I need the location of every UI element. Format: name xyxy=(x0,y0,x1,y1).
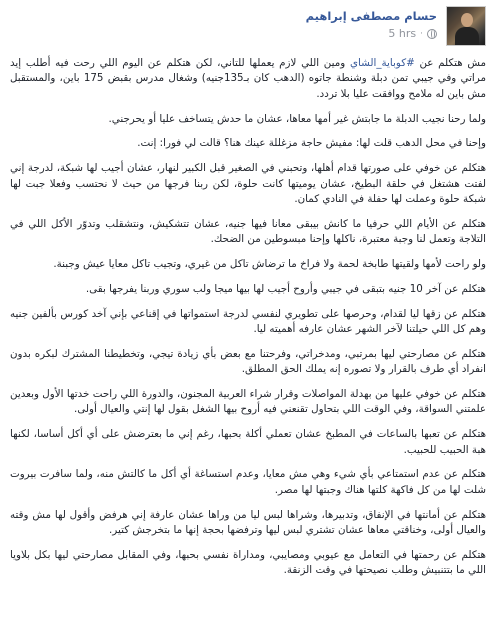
post-paragraph: هتكلم عن خوفي على صورتها قدام أهلها، وتحبني في الصغير قبل الكبير لنهار، عشان أجيب لها شبكة، لدرجة إني لفتت هشتغل في حلقة البطيخ، عشان يوميتها كانت حلوة، لكن ربنا فرجها من حيث لا نحتسب وفعلا جبت لها شبكة حلوة وعملت لها حفلة في النادي كمان. xyxy=(10,162,486,206)
hashtag-link[interactable]: #كوباية_الشاي xyxy=(349,57,415,69)
post-header xyxy=(10,6,486,56)
post-paragraph: وإحنا في محل الدهب قلت لها: مفيش حاجة مزغللة عينك هنا؟ قالت لي فورا: إنت. xyxy=(137,137,486,150)
post-paragraph: هتكلم عن آخر 10 جنيه بتبقى في جيبي وأروح أجيب لها بيها ميجا ولب سوري وربنا يفرجها بقى. xyxy=(85,282,486,295)
paragraph-text: مش هتكلم عن xyxy=(414,57,486,69)
author-name-link[interactable]: حسام مصطفى إبراهيم xyxy=(305,9,437,23)
post-paragraph: هتكلم عن رحمتها في التعامل مع عيوبي ومصايبي، ومداراة نفسي بحبها، وفي المقابل مصارحتي ليها بكل بلاويا اللي ما بتتنبيش وطلب نصيحتها في وقت الزنقة. xyxy=(10,548,486,577)
globe-icon[interactable] xyxy=(427,29,437,39)
avatar-face-shape xyxy=(461,13,473,27)
post-meta xyxy=(306,6,437,40)
post-timestamp-row xyxy=(306,27,437,40)
separator-dot: · xyxy=(420,28,423,39)
post-paragraph: هتكلم عن عدم استمتاعي بأي شيء وهي مش معايا، وعدم استساغة أي أكل ما كالتش منه، ولما سافرت بيروت شلت لها من كل فاكهة كلتها هناك وجبتها لها مصر. xyxy=(10,468,486,496)
post-body xyxy=(10,56,486,579)
post-paragraph: هتكلم عن الأيام اللي حرفيا ما كانش بيبقى معانا فيها جنيه، عشان تتشكيش، ونتشقلب وتدوّر الأكل اللي في التلاجة وتعمل لنا وجبة معتبرة، ناكلها وإحنا مبسوطين من الضحك. xyxy=(10,217,486,246)
post-paragraph: هتكلم عن مصارحتي ليها بمرتبي، ومدخراتي، وفرحتنا مع بعض بأي زيادة تيجي، وتخطيطنا المشترك لبكره بدون انفراد أي طرف بالقرار ولا تصوره إنه يملك الحق المطلق. xyxy=(10,347,486,376)
avatar-body-shape xyxy=(455,27,479,46)
post-paragraph: هتكلم عن خوفي عليها من بهدلة المواصلات وقرار شراء العربية المجنون، والدورة اللي راحت خدتها الأول وبعدين علمتني السواقة، وفي الوقت اللي بتحاول تقنعني فيه أروح بيها الشغل بقول لها إنتي والعيال أولى. xyxy=(10,388,486,416)
post-timestamp-link[interactable]: 5 hrs xyxy=(388,27,417,40)
author-avatar[interactable] xyxy=(446,6,486,46)
post-paragraph: ولما رحنا نجيب الدبلة ما جابتش غير أمها معاها، عشان ما حدش يتساخف عليا أو يحرجني. xyxy=(108,112,486,125)
post-paragraph: هتكلم عن زقها ليا لقدام، وحرصها على تطويري لنفسي لدرجة استمواتها في إقناعي بإني آخد كورس بألفين جنيه وهم كل اللي حيلتنا لآخر الشهر عشان عارفه أهميته ليا. xyxy=(10,307,486,336)
post-paragraph: هتكلم عن تعبها بالساعات في المطبخ عشان تعملي أكلة بحبها، رغم إني ما بعترضش على أي أكل أساسا، لكنها هبة الحبيب للحبيب. xyxy=(10,428,486,456)
post-paragraph: ولو راحت لأمها ولقيتها طابخة لحمة ولا فراخ ما ترضاش تاكل من غيري، وتجيب تاكل معايا عيش وجبنة. xyxy=(53,258,486,271)
paragraph-text: ومين اللي لازم يعملها للتاني، لكن هتكلم عن اليوم اللي رحت فيه أطلب إيد مراتي وفي جيبي تمن دبلة وشنطة جاتوه (الدهب كان بـ135جنيه) وشغال مدرس بقبض 175 باين، والمستقبل مش باين له ملامح ووافقت عليا بلا تردد. xyxy=(10,57,486,100)
post-paragraph: هتكلم عن أمانتها في الإنفاق، وتدبيرها، وشراها لبس ليا من وراها عشان عارفة إني هرفض وأقول لها مش وقته والعيال أولى، وخناقتي معاها عشان تشتري لبس ليها وترفضها بحجة إنها ما بتخرجش كتير. xyxy=(10,508,486,537)
post-paragraph xyxy=(10,56,486,102)
